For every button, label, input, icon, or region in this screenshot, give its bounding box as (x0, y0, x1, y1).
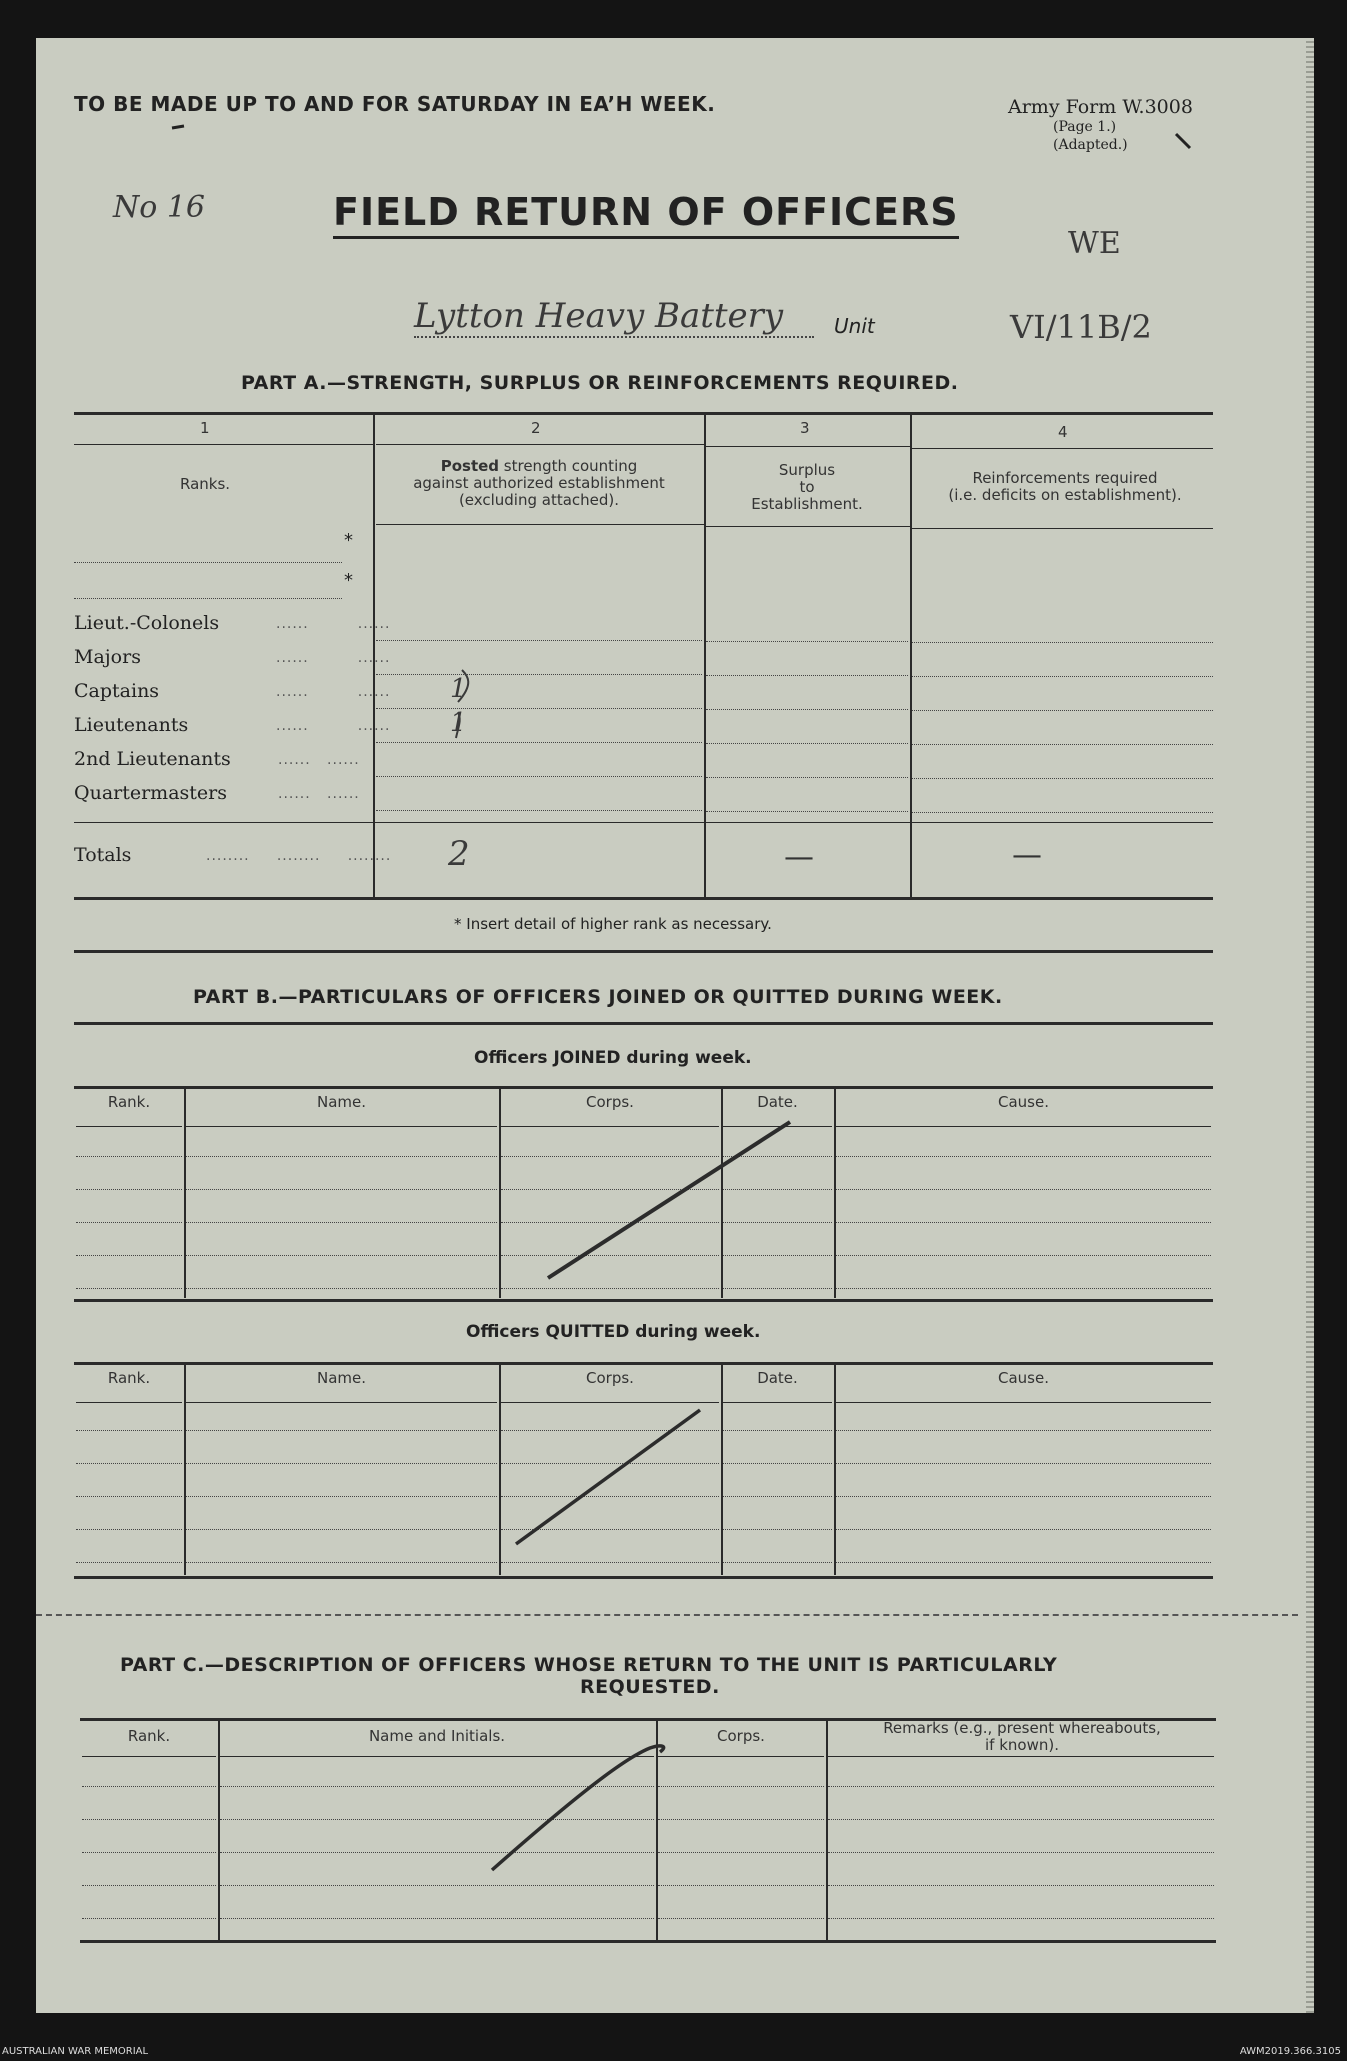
rank-label: Lieutenants (74, 714, 189, 736)
reinforcements-header-line2: (i.e. deficits on establishment). (948, 486, 1182, 504)
posted-header-rest: strength counting (499, 457, 638, 475)
handwritten-reference: VI/11B/2 (1010, 308, 1152, 346)
unit-name-handwritten: Lytton Heavy Battery (414, 296, 814, 338)
archive-footer (0, 2013, 1347, 2061)
rank-leader-dots: ...... ...... (276, 684, 391, 700)
col-number-4: 4 (1058, 423, 1068, 441)
asterisk-1: * (344, 530, 353, 551)
part-c-col-header: Corps. (717, 1727, 765, 1745)
posted-header-line2: against authorized establishment (413, 474, 665, 492)
col-number-3: 3 (800, 419, 810, 437)
remarks-header-line2: if known). (985, 1736, 1059, 1754)
ink-mark (172, 126, 184, 128)
surplus-header-line1: Surplus (778, 461, 836, 479)
rank-leader-dots: ...... ...... (276, 650, 391, 666)
footnote: * Insert detail of higher rank as necessary. (454, 915, 772, 933)
part-c-heading-line1: PART C.—DESCRIPTION OF OFFICERS WHOSE RETURN TO THE UNIT IS PARTICULARLY (120, 1654, 1058, 1676)
part-c-col-header: Rank. (127, 1727, 171, 1745)
rank-label: 2nd Lieutenants (74, 748, 231, 770)
rank-label: Captains (74, 680, 160, 702)
rank-label: Quartermasters (74, 782, 227, 804)
posted-value: 1 (450, 674, 467, 704)
quitted-col-header: Date. (757, 1369, 798, 1387)
unit-label: Unit (834, 314, 875, 338)
quitted-col-header: Name. (316, 1369, 367, 1387)
remarks-header-line1: Remarks (e.g., present whereabouts, (883, 1719, 1161, 1737)
posted-header-bold: Posted (440, 457, 500, 475)
handwritten-number: No 16 (113, 190, 206, 225)
quitted-col-header: Cause. (998, 1369, 1049, 1387)
form-page: (Page 1.) (1053, 119, 1117, 135)
form-number: Army Form W.3008 (1008, 96, 1193, 118)
rank-label: Lieut.-Colonels (74, 612, 220, 634)
ranks-header: Ranks. (180, 475, 231, 493)
form-adapted: (Adapted.) (1053, 137, 1128, 153)
joined-col-header: Cause. (998, 1093, 1049, 1111)
rank-leader-dots: ...... ...... (278, 786, 360, 802)
quitted-title: Officers QUITTED during week. (466, 1322, 761, 1342)
surplus-header-line2: to (799, 478, 815, 496)
rank-leader-dots: ...... ...... (276, 616, 391, 632)
totals-leader-dots: ........ ........ ........ (206, 848, 392, 864)
totals-reinforcements: — (1012, 838, 1036, 873)
joined-col-header: Corps. (586, 1093, 634, 1111)
quitted-col-header: Corps. (586, 1369, 634, 1387)
part-b-heading: PART B.—PARTICULARS OF OFFICERS JOINED OR QUITTED DURING WEEK. (193, 986, 1003, 1008)
part-c-col-header: Name and Initials. (368, 1727, 506, 1745)
rank-leader-dots: ...... ...... (276, 718, 391, 734)
instruction-text: TO BE MADE UP TO AND FOR SATURDAY IN EA’H WEEK. (74, 92, 716, 116)
captains-mark (458, 670, 468, 702)
footer-right: AWM2019.366.3105 (1239, 2046, 1341, 2057)
rank-label: Majors (74, 646, 141, 668)
joined-strike-stroke (548, 1122, 790, 1278)
asterisk-2: * (344, 570, 353, 591)
col-number-2: 2 (531, 419, 541, 437)
totals-posted: 2 (448, 834, 470, 874)
posted-header-line3: (excluding attached). (458, 491, 620, 509)
reinforcements-header-line1: Reinforcements required (972, 469, 1158, 487)
part-c-strike-stroke (492, 1746, 664, 1870)
lieutenants-mark (456, 712, 460, 738)
posted-value: 1 (450, 708, 467, 738)
quitted-col-header: Rank. (107, 1369, 151, 1387)
handwritten-we: WE (1068, 226, 1121, 261)
ink-tick (1176, 134, 1190, 148)
totals-label: Totals (74, 844, 132, 866)
part-a-heading: PART A.—STRENGTH, SURPLUS OR REINFORCEMENTS REQUIRED. (241, 372, 959, 394)
quitted-strike-stroke (516, 1410, 700, 1544)
joined-col-header: Name. (316, 1093, 367, 1111)
joined-col-header: Rank. (107, 1093, 151, 1111)
rank-leader-dots: ...... ...... (278, 752, 360, 768)
joined-col-header: Date. (757, 1093, 798, 1111)
totals-surplus: — (784, 840, 814, 875)
col-number-1: 1 (200, 419, 210, 437)
footer-left: AUSTRALIAN WAR MEMORIAL (2, 2046, 149, 2057)
form-title: FIELD RETURN OF OFFICERS (333, 190, 959, 239)
surplus-header-line3: Establishment. (751, 495, 863, 513)
joined-title: Officers JOINED during week. (474, 1048, 752, 1068)
part-c-heading-line2: REQUESTED. (580, 1676, 720, 1698)
